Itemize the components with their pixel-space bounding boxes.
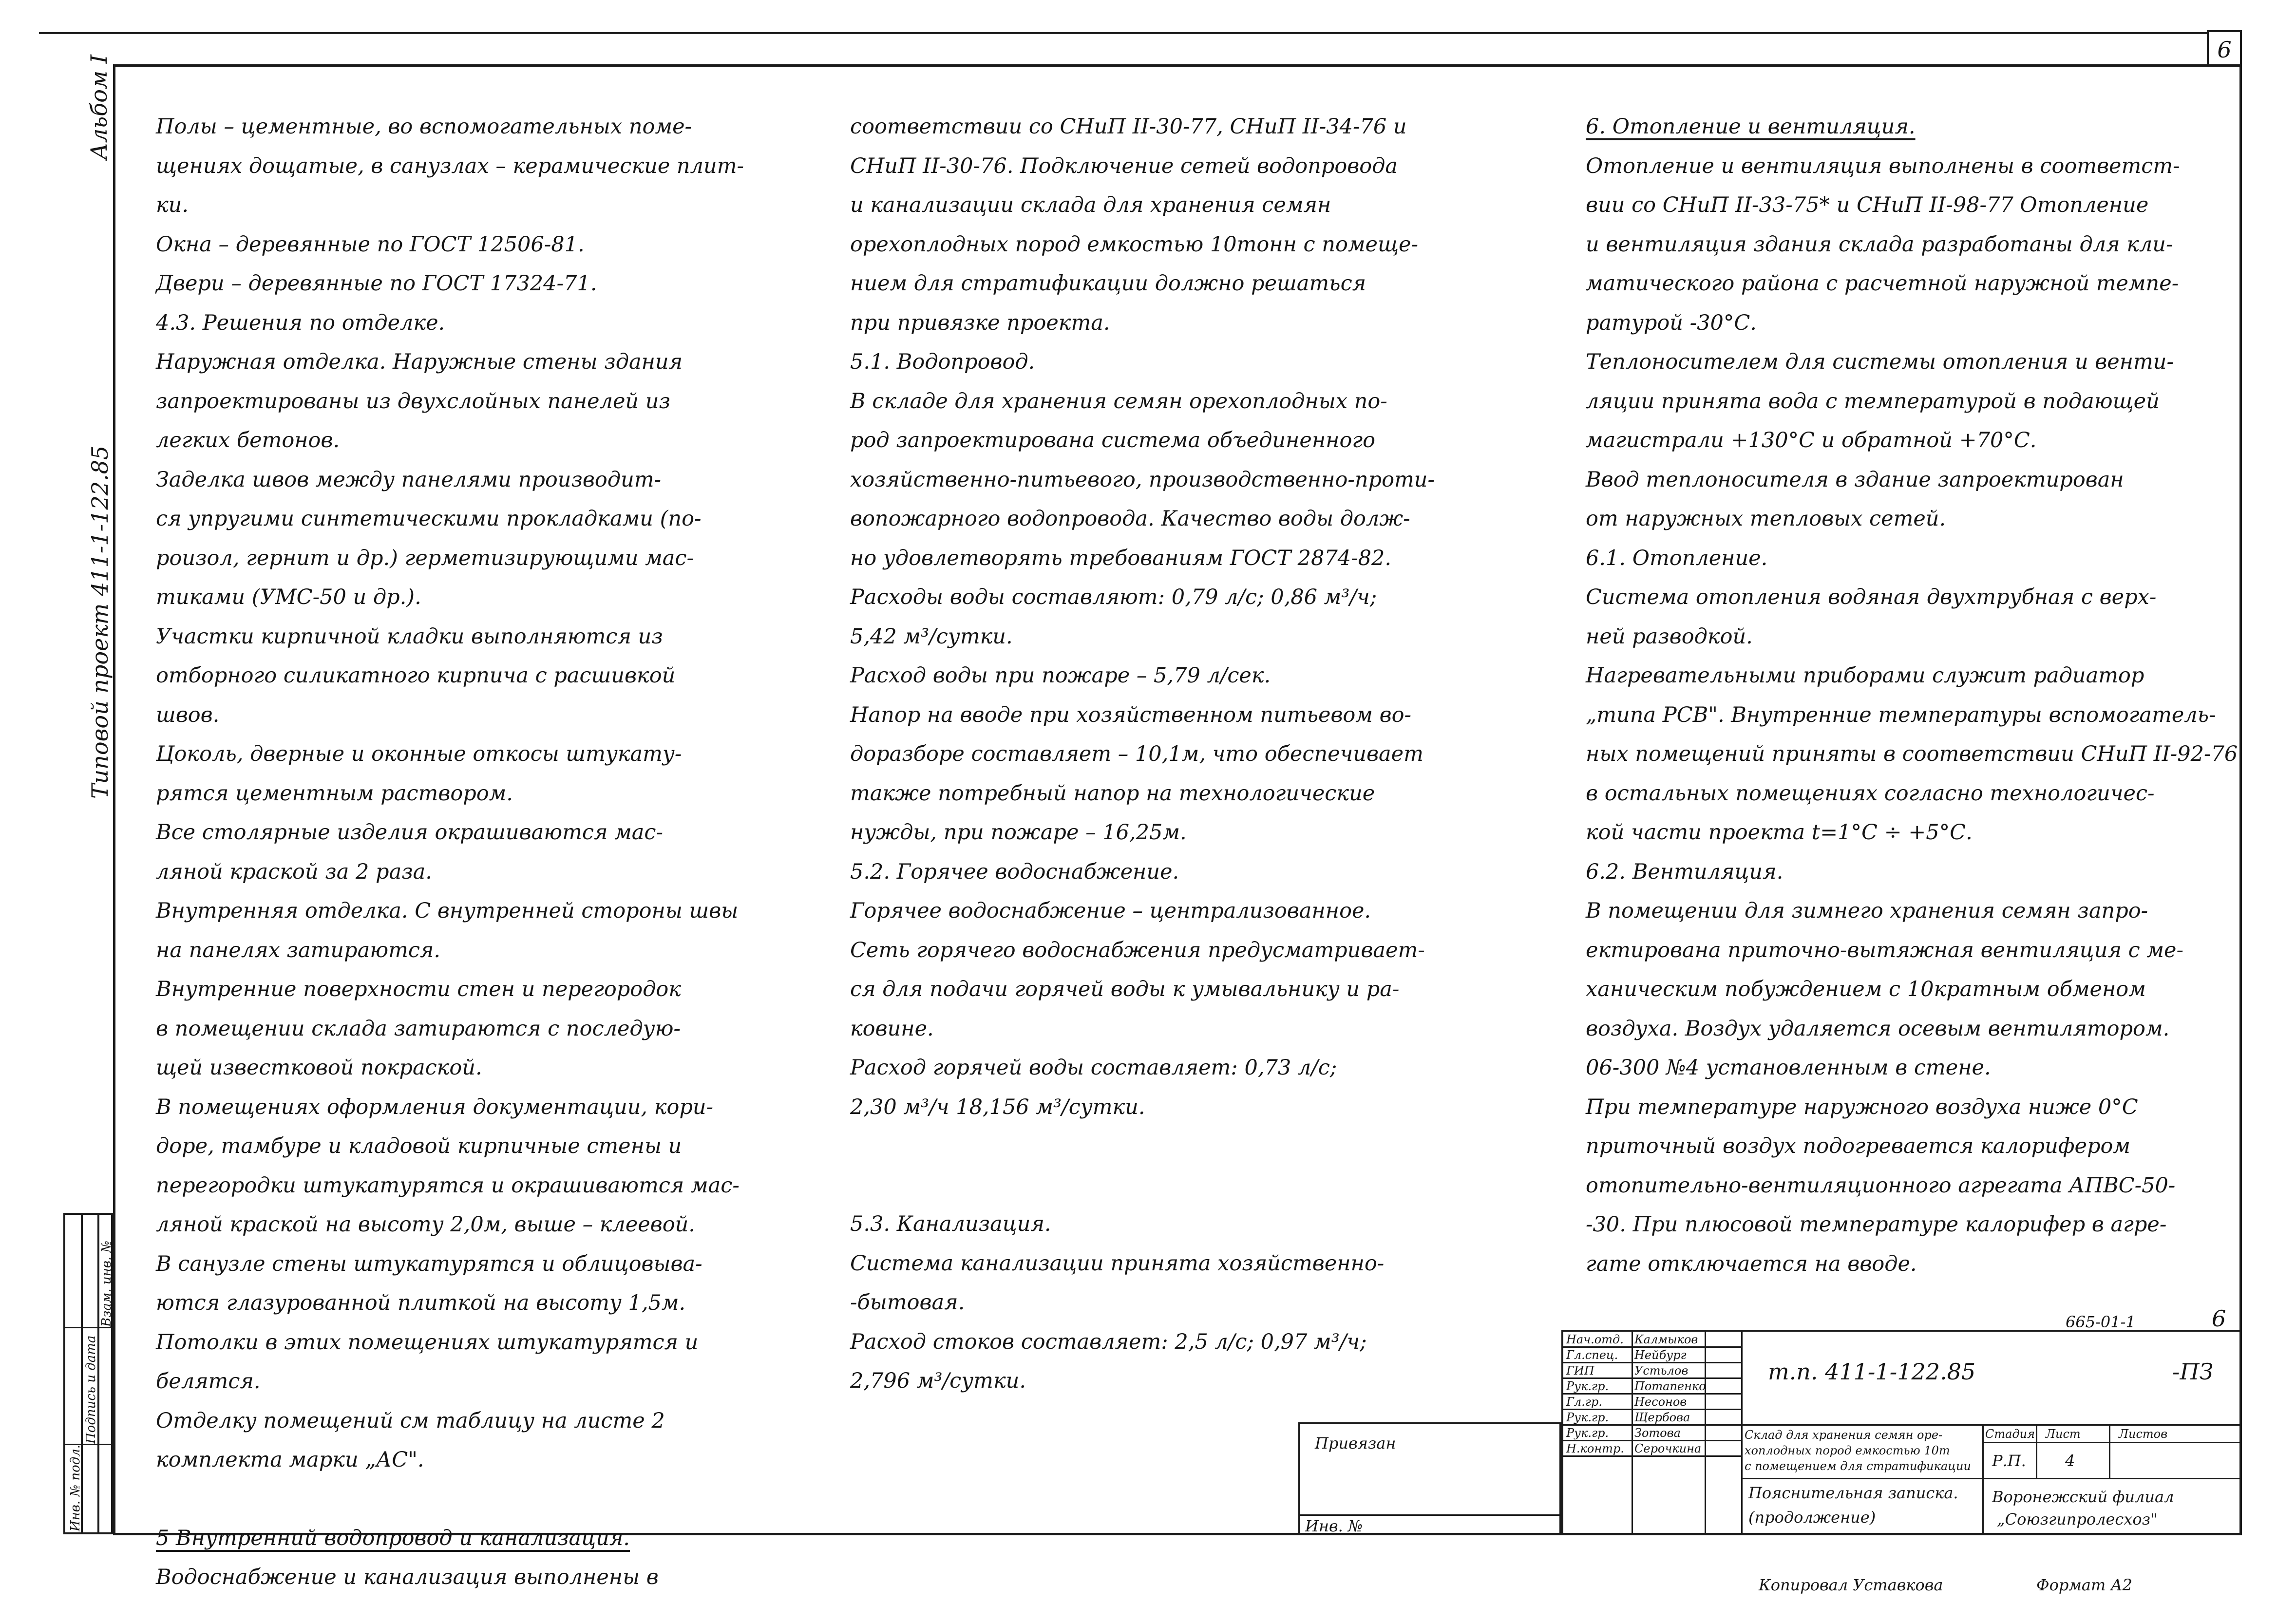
doc-title-line: (продолжение): [1748, 1508, 1876, 1527]
sheets-header: Листов: [2119, 1427, 2168, 1441]
text-line: и канализации склада для хранения семян: [850, 193, 1331, 217]
text-column-3: [1586, 107, 2239, 1283]
title-block: [1561, 1330, 2242, 1535]
text-line: при привязке проекта.: [850, 310, 1110, 335]
section-5-heading: 5 Внутренний водопровод и канализация.: [156, 1526, 630, 1550]
text-line: Расходы воды составляют: 0,79 л/с; 0,86 м³/ч;: [850, 585, 1377, 609]
text-line: магистрали +130°С и обратной +70°С.: [1586, 428, 2037, 453]
text-line: Все столярные изделия окрашиваются мас-: [156, 820, 664, 845]
name: Щербова: [1634, 1411, 1690, 1424]
role: Н.контр.: [1566, 1442, 1624, 1455]
text-line: щей известковой покраской.: [156, 1056, 482, 1080]
text-line: ются глазурованной плиткой на высоту 1,5м.: [156, 1291, 686, 1315]
text-line: Напор на вводе при хозяйственном питьевом во-: [850, 702, 1412, 727]
text-line: доразборе составляет – 10,1м, что обеспечивает: [850, 742, 1423, 766]
text-line: белятся.: [156, 1369, 261, 1394]
name: Устьлов: [1634, 1364, 1689, 1377]
text-line: Система канализации принята хозяйственно-: [850, 1251, 1385, 1276]
text-line: Расход воды при пожаре – 5,79 л/сек.: [850, 663, 1271, 688]
text-line: Окна – деревянные по ГОСТ 12506-81.: [156, 232, 585, 257]
role: Гл.спец.: [1566, 1348, 1618, 1362]
text-line: отборного силикатного кирпича с расшивкой: [156, 663, 676, 688]
org-line: „Союзгипролесхоз": [1997, 1510, 2158, 1528]
text-line: -30. При плюсовой температуре калорифер в агре-: [1586, 1212, 2167, 1237]
text-line: 4.3. Решения по отделке.: [156, 310, 445, 335]
paper-format: Формат А2: [2036, 1576, 2133, 1594]
text-line: В санузле стены штукатурятся и облицовыва-: [156, 1251, 702, 1276]
binding-block: [1298, 1422, 1561, 1535]
text-line: Внутренние поверхности стен и перегородок: [156, 977, 681, 1001]
binding-label: Привязан: [1315, 1434, 1396, 1452]
text-line: рятся цементным раствором.: [156, 781, 513, 806]
doc-code-top: 665-01-1: [2066, 1313, 2136, 1331]
stamp-label-replace: Взам. инв. №: [99, 1240, 114, 1327]
stage-header: Стадия: [1985, 1427, 2035, 1441]
top-rule: [39, 32, 2207, 34]
stamp-label-inv: Инв. № подл.: [68, 1444, 83, 1531]
stamp-label-sign: Подпись и дата: [84, 1335, 98, 1444]
role: Рук.гр.: [1566, 1379, 1609, 1393]
text-line: 6.2. Вентиляция.: [1586, 859, 1784, 884]
name: Зотова: [1634, 1426, 1681, 1440]
text-line: приточный воздух подогревается калорифером: [1586, 1134, 2131, 1158]
text-column-1: [156, 107, 818, 1597]
text-line: матического района с расчетной наружной темпе-: [1586, 271, 2179, 296]
text-line: Потолки в этих помещениях штукатурятся и: [156, 1330, 699, 1355]
text-line: ханическим побуждением с 10кратным обменом: [1586, 977, 2146, 1001]
text-line: Расход горячей воды составляет: 0,73 л/с;: [850, 1056, 1337, 1080]
text-line: 5,42 м³/сутки.: [850, 624, 1013, 649]
text-line: хозяйственно-питьевого, производственно-проти-: [850, 467, 1435, 492]
project-label: Типовой проект 411-1-122.85: [87, 445, 113, 799]
text-line: 5.3. Канализация.: [850, 1212, 1051, 1236]
role: ГИП: [1566, 1364, 1594, 1377]
text-line: ратурой -30°С.: [1586, 310, 1757, 335]
text-line: щениях дощатые, в санузлах – керамические плит-: [156, 153, 744, 178]
copied-by: Копировал Уставкова: [1759, 1576, 1943, 1594]
text-line: нужды, при пожаре – 16,25м.: [850, 820, 1187, 845]
name: Серочкина: [1634, 1442, 1702, 1455]
left-stamp: [63, 1213, 113, 1534]
text-line: 06-300 №4 установленным в стене.: [1586, 1056, 1991, 1080]
text-line: Нагревательными приборами служит радиатор: [1586, 663, 2144, 688]
name: Калмыков: [1634, 1333, 1698, 1346]
text-line: на панелях затираются.: [156, 938, 441, 962]
text-line: Система отопления водяная двухтрубная с верх-: [1586, 585, 2157, 609]
text-line: ней разводкой.: [1586, 624, 1753, 649]
text-line: Наружная отделка. Наружные стены здания: [156, 350, 683, 374]
name: Нейбург: [1634, 1348, 1687, 1362]
text-line: Теплоносителем для системы отопления и венти-: [1586, 350, 2174, 374]
text-line: воздуха. Воздух удаляется осевым вентилятором.: [1586, 1016, 2170, 1041]
text-line: нием для стратификации должно решаться: [850, 271, 1366, 296]
text-line: ектирована приточно-вытяжная вентиляция с ме-: [1586, 938, 2183, 962]
doc-title-line: Пояснительная записка.: [1748, 1484, 1958, 1502]
stage-value: Р.П.: [1992, 1452, 2026, 1470]
doc-mark: -ПЗ: [2172, 1358, 2214, 1385]
inv-label: Инв. №: [1305, 1517, 1363, 1535]
sheet-value: 4: [2065, 1452, 2075, 1470]
text-line: -бытовая.: [850, 1290, 965, 1315]
text-line: швов.: [156, 702, 220, 727]
text-line: Участки кирпичной кладки выполняются из: [156, 624, 663, 649]
text-line: 2,30 м³/ч 18,156 м³/сутки.: [850, 1094, 1145, 1119]
text-line: род запроектирована система объединенного: [850, 428, 1375, 453]
text-line: Полы – цементные, во вспомогательных поме-: [156, 114, 692, 139]
role: Нач.отд.: [1566, 1333, 1624, 1346]
text-line: вопожарного водопровода. Качество воды долж-: [850, 507, 1410, 531]
text-line: Внутренняя отделка. С внутренней стороны швы: [156, 899, 739, 923]
text-line: ки.: [156, 193, 189, 217]
text-line: В складе для хранения семян орехоплодных по-: [850, 389, 1387, 414]
text-line: кой части проекта t=1°С ÷ +5°С.: [1586, 820, 1973, 845]
text-line: ляной краской на высоту 2,0м, выше – клеевой.: [156, 1212, 695, 1237]
text-line: Отопление и вентиляция выполнены в соответст-: [1586, 153, 2180, 178]
text-line: Расход стоков составляет: 2,5 л/с; 0,97 м³/ч;: [850, 1329, 1367, 1354]
text-line: Сеть горячего водоснабжения предусматривает-: [850, 938, 1425, 962]
sheet-header: Лист: [2046, 1427, 2081, 1441]
text-line: тиками (УМС-50 и др.).: [156, 585, 421, 609]
text-line: ся упругими синтетическими прокладками (по-: [156, 507, 702, 531]
text-line: 6.1. Отопление.: [1586, 546, 1768, 570]
text-line: соответствии со СНиП II-30-77, СНиП II-34-76 и: [850, 114, 1407, 139]
text-line: комплекта марки „АС".: [156, 1448, 424, 1472]
text-line: Двери – деревянные по ГОСТ 17324-71.: [156, 271, 597, 296]
role: Рук.гр.: [1566, 1411, 1609, 1424]
name: Несонов: [1634, 1395, 1687, 1409]
text-line: ляной краской за 2 раза.: [156, 859, 432, 884]
object-title-line: с помещением для стратификации: [1745, 1459, 1971, 1473]
text-column-2: [850, 107, 1527, 1401]
text-line: Заделка швов между панелями производит-: [156, 467, 662, 492]
text-line: гате отключается на вводе.: [1586, 1251, 1917, 1276]
role: Рук.гр.: [1566, 1426, 1609, 1440]
text-line: ных помещений приняты в соответствии СНиП II-92-76: [1586, 742, 2238, 766]
text-line: ляции принята вода с температурой в подающей: [1586, 389, 2160, 414]
album-label: Альбом I: [86, 55, 112, 160]
text-line: 2,796 м³/сутки.: [850, 1369, 1026, 1393]
role: Гл.гр.: [1566, 1395, 1602, 1409]
text-line: запроектированы из двухслойных панелей из: [156, 389, 670, 414]
text-line: вии со СНиП II-33-75* и СНиП II-98-77 Отопление: [1586, 193, 2149, 217]
text-line: При температуре наружного воздуха ниже 0°С: [1586, 1094, 2138, 1119]
name: Потапенко: [1634, 1379, 1706, 1393]
text-line: 5.1. Водопровод.: [850, 350, 1035, 374]
text-line: также потребный напор на технологические: [850, 781, 1375, 806]
object-title-line: Склад для хранения семян оре-: [1745, 1428, 1943, 1442]
text-line: Водоснабжение и канализация выполнены в: [156, 1565, 659, 1589]
text-line: 5.2. Горячее водоснабжение.: [850, 859, 1179, 884]
text-line: отопительно-вентиляционного агрегата АПВС-50-: [1586, 1173, 2176, 1198]
text-line: легких бетонов.: [156, 428, 340, 453]
text-line: Горячее водоснабжение – централизованное.: [850, 899, 1371, 923]
text-line: роизол, гернит и др.) герметизирующими мас-: [156, 546, 694, 570]
text-line: „типа РСВ". Внутренние температуры вспомогатель-: [1586, 702, 2216, 727]
text-line: Ввод теплоносителя в здание запроектирован: [1586, 467, 2124, 492]
text-line: Цоколь, дверные и оконные откосы штукату-: [156, 742, 682, 766]
org-line: Воронежский филиал: [1992, 1488, 2174, 1506]
text-line: в помещении склада затираются с последую-: [156, 1016, 681, 1041]
text-line: доре, тамбуре и кладовой кирпичные стены и: [156, 1134, 682, 1158]
text-line: перегородки штукатурятся и окрашиваются мас-: [156, 1173, 740, 1198]
text-line: СНиП II-30-76. Подключение сетей водопровода: [850, 153, 1398, 178]
project-code: т.п. 411-1-122.85: [1768, 1358, 1976, 1385]
text-line: В помещении для зимнего хранения семян запро-: [1586, 899, 2148, 923]
text-line: ся для подачи горячей воды к умывальнику и ра-: [850, 977, 1400, 1001]
sheet-top: 6: [2212, 1305, 2226, 1332]
text-line: Отделку помещений см таблицу на листе 2: [156, 1408, 665, 1433]
text-line: но удовлетворять требованиям ГОСТ 2874-82.: [850, 546, 1392, 570]
text-line: и вентиляция здания склада разработаны для кли-: [1586, 232, 2173, 257]
object-title-line: хоплодных пород емкостью 10т: [1745, 1444, 1950, 1457]
corner-sheet-number: 6: [2207, 30, 2242, 67]
text-line: В помещениях оформления документации, кори-: [156, 1094, 714, 1119]
text-line: от наружных тепловых сетей.: [1586, 507, 1946, 531]
text-line: ковине.: [850, 1016, 934, 1041]
text-line: в остальных помещениях согласно технологичес-: [1586, 781, 2155, 806]
section-6-heading: 6. Отопление и вентиляция.: [1586, 114, 1916, 139]
text-line: орехоплодных пород емкостью 10тонн с помеще-: [850, 232, 1418, 257]
